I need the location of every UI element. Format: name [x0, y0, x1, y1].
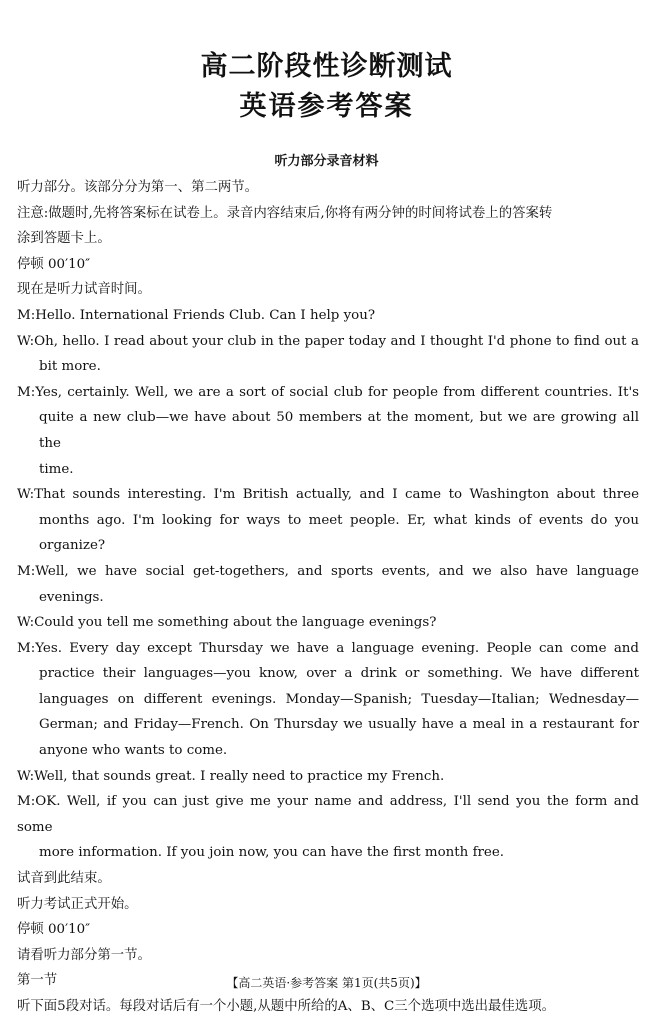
text-line: 请看听力部分第一节。: [17, 947, 151, 963]
dialogue-continuation: evenings.: [39, 589, 104, 605]
dialogue-line: W:Well, that sounds great. I really need to practice my French.: [17, 768, 445, 784]
answer-key-title: 英语参考答案: [239, 91, 414, 122]
text-line: 停顿 00′10″: [17, 256, 91, 272]
dialogue-line: M:Well, we have social get-togethers, and sports events, and we also have language: [17, 563, 639, 579]
text-line: 听力考试正式开始。: [17, 896, 138, 912]
dialogue-line: W:Oh, hello. I read about your club in the paper today and I thought I'd phone to find out a: [17, 333, 639, 349]
text-line: 听力部分。该部分分为第一、第二两节。: [17, 180, 259, 195]
dialogue-line: W:That sounds interesting. I'm British actually, and I came to Washington about three: [17, 487, 639, 503]
dialogue-line: M:Hello. International Friends Club. Can I help you?: [17, 307, 376, 323]
dialogue-continuation: more information. If you join now, you can have the first month free.: [39, 845, 505, 861]
text-line: 停顿 00′10″: [17, 922, 91, 938]
text-line: 注意:做题时,先将答案标在试卷上。录音内容结束后,你将有两分钟的时间将试卷上的答案转: [17, 205, 553, 221]
section-heading: 听力部分录音材料: [274, 154, 379, 169]
text-line: 听下面5段对话。每段对话后有一个小题,从题中所给的A、B、C三个选项中选出最佳选项。: [17, 999, 555, 1014]
dialogue-continuation: time.: [39, 461, 74, 477]
dialogue-line: M:Yes. Every day except Thursday we have a language evening. People can come and: [17, 640, 639, 656]
exam-title: 高二阶段性诊断测试: [200, 51, 453, 82]
text-line: 试音到此结束。: [17, 871, 111, 887]
text-line: 涂到答题卡上。: [17, 231, 111, 247]
dialogue-line: W:Could you tell me something about the language evenings?: [17, 615, 437, 631]
dialogue-line: M:OK. Well, if you can just give me your name and address, I'll send you the form and some: [17, 794, 639, 835]
text-line: 第一节: [17, 973, 58, 989]
page-footer: 【高二英语·参考答案 第1页(共5页)】: [226, 976, 427, 990]
dialogue-line: M:Yes, certainly. Well, we are a sort of social club for people from different countries. It's: [17, 384, 639, 400]
dialogue-continuation: organize?: [39, 538, 106, 554]
text-line: 现在是听力试音时间。: [17, 282, 151, 298]
dialogue-continuation: anyone who wants to come.: [39, 743, 228, 759]
dialogue-continuation: months ago. I'm looking for ways to meet people. Er, what kinds of events do you: [39, 512, 639, 528]
dialogue-continuation: quite a new club—we have about 50 members at the moment, but we are growing all the: [39, 410, 639, 451]
dialogue-continuation: bit more.: [39, 359, 101, 375]
dialogue-continuation: practice their languages—you know, over a drink or something. We have different: [39, 666, 639, 682]
dialogue-continuation: languages on different evenings. Monday—Spanish; Tuesday—Italian; Wednesday—: [39, 691, 639, 707]
transcript-body: [17, 175, 639, 1020]
dialogue-continuation: German; and Friday—French. On Thursday we usually have a meal in a restaurant for: [39, 717, 639, 733]
